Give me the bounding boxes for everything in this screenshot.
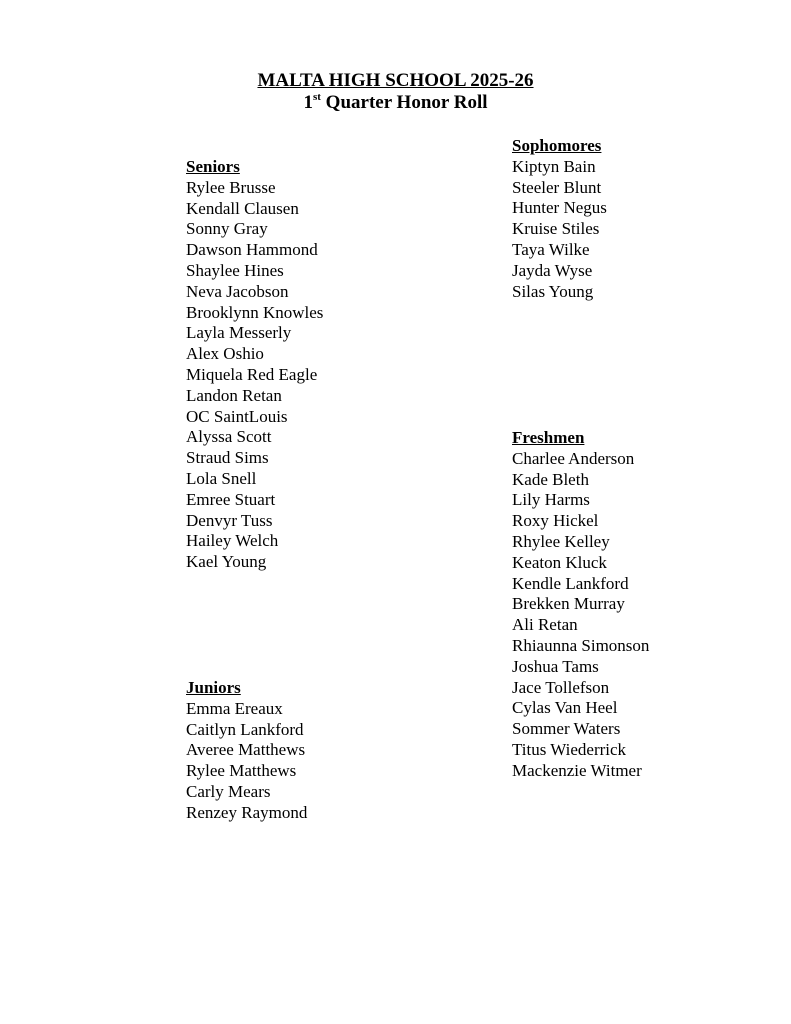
seniors-name-list — [186, 178, 323, 573]
student-name: Sommer Waters — [512, 719, 621, 739]
freshmen-heading: Freshmen — [512, 428, 585, 447]
juniors-name-list — [186, 699, 307, 824]
subtitle-ordinal-number: 1 — [303, 92, 313, 113]
student-name: Caitlyn Lankford — [186, 719, 304, 739]
document-title: MALTA HIGH SCHOOL 2025-26 — [257, 70, 534, 91]
student-name: Jace Tollefson — [512, 677, 610, 697]
student-name: Brekken Murray — [512, 594, 625, 614]
student-name: Brooklynn Knowles — [186, 302, 324, 322]
freshmen-name-list — [512, 449, 649, 782]
seniors-heading: Seniors — [186, 157, 240, 176]
subtitle-text: Quarter Honor Roll — [320, 92, 488, 113]
student-name: Alex Oshio — [186, 344, 264, 364]
student-name: Emma Ereaux — [186, 698, 283, 718]
juniors-heading: Juniors — [186, 678, 241, 697]
student-name: Sonny Gray — [186, 219, 268, 239]
student-name: Straud Sims — [186, 448, 269, 468]
student-name: OC SaintLouis — [186, 406, 288, 426]
juniors-section — [186, 678, 307, 824]
subtitle-ordinal-suffix: st — [312, 90, 321, 103]
student-name: Titus Wiederrick — [512, 739, 627, 759]
sophomores-heading: Sophomores — [512, 136, 602, 155]
student-name: Charlee Anderson — [512, 448, 635, 468]
student-name: Ali Retan — [512, 615, 578, 635]
student-name: Keaton Kluck — [512, 552, 607, 572]
student-name: Rylee Brusse — [186, 177, 276, 197]
student-name: Carly Mears — [186, 781, 271, 801]
student-name: Mackenzie Witmer — [512, 760, 642, 780]
student-name: Silas Young — [512, 281, 594, 301]
student-name: Miquela Red Eagle — [186, 364, 318, 384]
student-name: Averee Matthews — [186, 740, 306, 760]
student-name: Rhylee Kelley — [512, 531, 610, 551]
student-name: Shaylee Hines — [186, 260, 284, 280]
student-name: Kendle Lankford — [512, 573, 629, 593]
student-name: Emree Stuart — [186, 489, 276, 509]
document-subtitle — [0, 92, 791, 114]
student-name: Neva Jacobson — [186, 281, 289, 301]
student-name: Kael Young — [186, 552, 267, 572]
student-name: Kendall Clausen — [186, 198, 299, 218]
student-name: Jayda Wyse — [512, 260, 593, 280]
student-name: Hunter Negus — [512, 198, 607, 218]
student-name: Renzey Raymond — [186, 802, 308, 822]
student-name: Kruise Stiles — [512, 219, 600, 239]
student-name: Kade Bleth — [512, 469, 589, 489]
student-name: Alyssa Scott — [186, 427, 272, 447]
sophomores-name-list — [512, 157, 607, 303]
student-name: Dawson Hammond — [186, 240, 318, 260]
student-name: Cylas Van Heel — [512, 698, 618, 718]
student-name: Denvyr Tuss — [186, 510, 273, 530]
student-name: Layla Messerly — [186, 323, 292, 343]
student-name: Roxy Hickel — [512, 511, 599, 531]
student-name: Lola Snell — [186, 468, 257, 488]
sophomores-section — [512, 136, 607, 302]
student-name: Rylee Matthews — [186, 761, 297, 781]
student-name: Landon Retan — [186, 385, 282, 405]
seniors-section — [186, 157, 323, 573]
student-name: Steeler Blunt — [512, 177, 602, 197]
student-name: Kiptyn Bain — [512, 156, 596, 176]
student-name: Joshua Tams — [512, 656, 599, 676]
freshmen-section — [512, 428, 649, 782]
student-name: Lily Harms — [512, 490, 590, 510]
student-name: Hailey Welch — [186, 531, 279, 551]
student-name: Rhiaunna Simonson — [512, 635, 650, 655]
student-name: Taya Wilke — [512, 239, 590, 259]
